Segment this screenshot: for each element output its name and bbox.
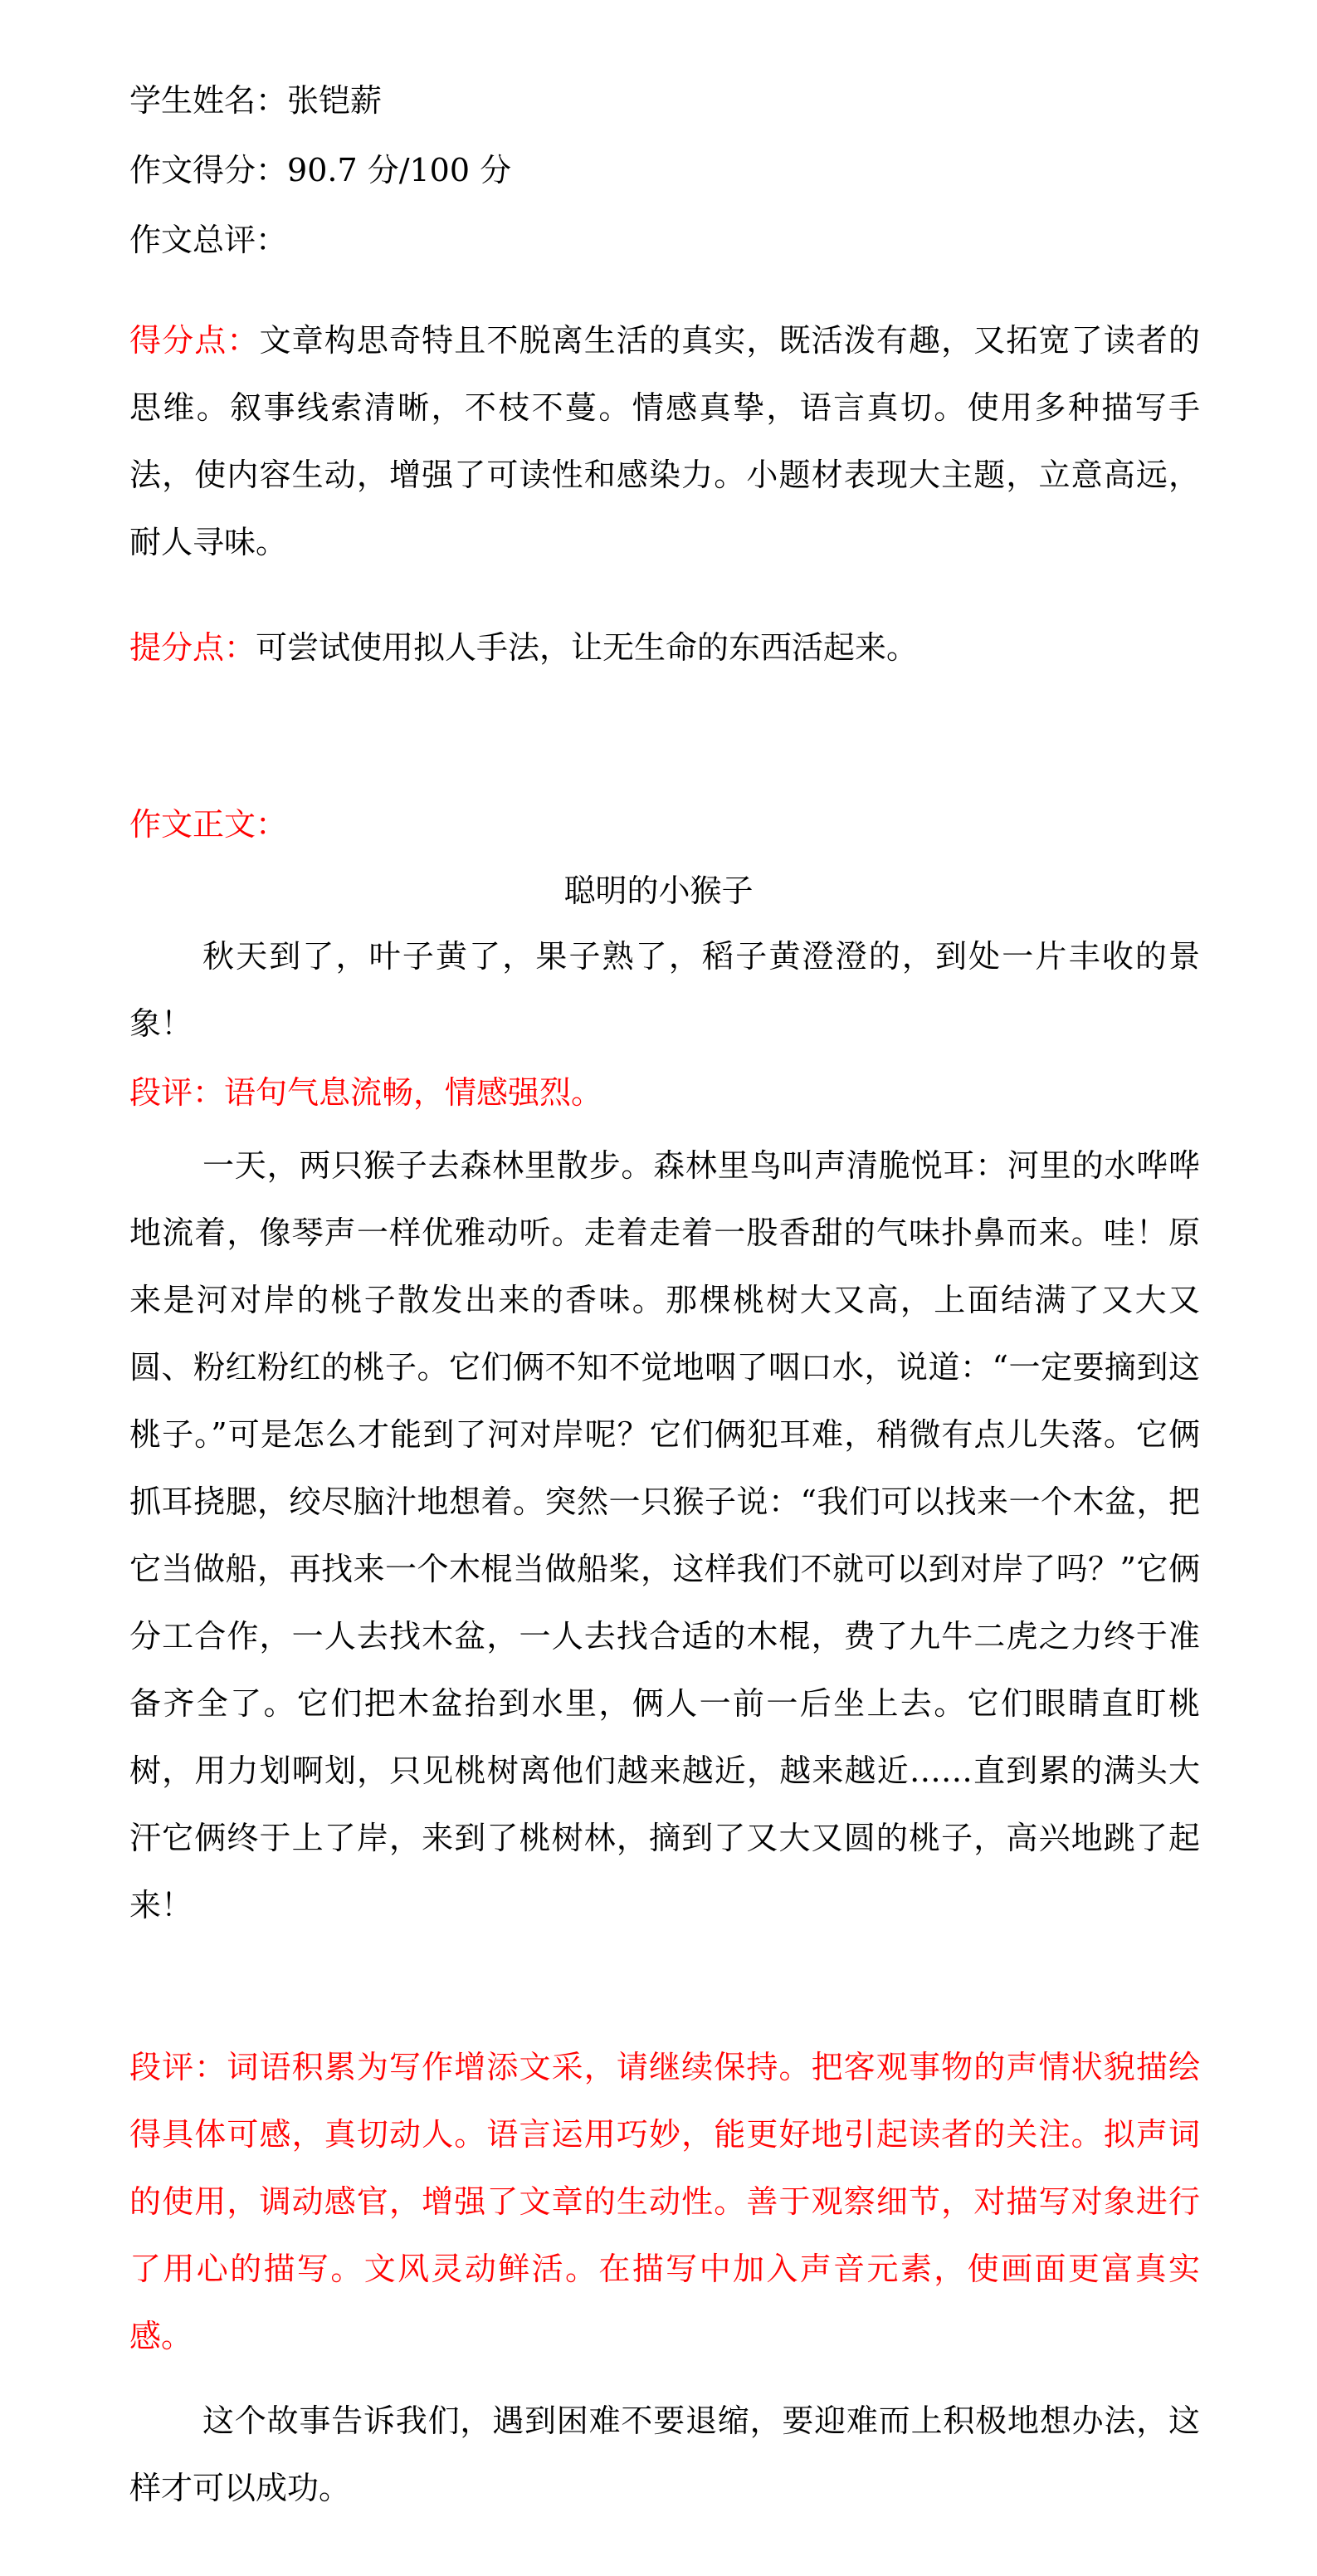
student-name-label: 学生姓名： — [129, 82, 288, 119]
paragraph-comment-2 — [129, 2034, 1200, 2370]
paragraph-comment-2-text: 词语积累为写作增添文采，请继续保持。把客观事物的声情状貌描绘得具体可感，真切动人。语言运用巧妙，能更好地引起读者的关注。拟声词的使用，调动感官，增强了文章的生动性。善于观察细节，对描写对象进行了用心的描写。文风灵动鲜活。在描写中加入声音元素，使画面更富真实感。 — [129, 2049, 1200, 2354]
paragraph-comment-2-label: 段评： — [129, 2049, 227, 2085]
essay-paragraph-1: 秋天到了，叶子黄了，果子熟了，稻子黄澄澄的，到处一片丰收的景象！ — [129, 938, 1200, 1042]
essay-score-label: 作文得分： — [129, 152, 288, 188]
essay-title: 聪明的小猴子 — [563, 873, 754, 909]
essay-score-line — [129, 149, 511, 191]
student-name-value: 张铠薪 — [287, 82, 383, 119]
student-name-line — [129, 80, 382, 121]
essay-body-label: 作文正文： — [129, 806, 288, 843]
paragraph-comment-1-label: 段评： — [129, 1074, 225, 1111]
strengths-text: 文章构思奇特且不脱离生活的真实，既活泼有趣，又拓宽了读者的思维。叙事线索清晰，不枝不蔓。情感真挚，语言真切。使用多种描写手法，使内容生动，增强了可读性和感染力。小题材表现大主题，立意高远，耐人寻味。 — [129, 322, 1200, 560]
essay-paragraph-2: 一天，两只猴子去森林里散步。森林里鸟叫声清脆悦耳：河里的水哗哗地流着，像琴声一样优雅动听。走着走着一股香甜的气味扑鼻而来。哇！原来是河对岸的桃子散发出来的香味。那棵桃树大又高，上面结满了又大又圆、粉红粉红的桃子。它们俩不知不觉地咽了咽口水，说道：“一定要摘到这桃子。”可是怎么才能到了河对岸呢？它们俩犯耳难，稍微有点儿失落。它俩抓耳挠腮，绞尽脑汁地想着。突然一只猴子说：“我们可以找来一个木盆，把它当做船，再找来一个木棍当做船桨，这样我们不就可以到对岸了吗？”它俩分工合作，一人去找木盆，一人去找合适的木棍，费了九牛二虎之力终于准备齐全了。它们把木盆抬到水里，俩人一前一后坐上去。它们眼睛直盯桃树，用力划啊划，只见桃树离他们越来越近，越来越近……直到累的满头大汗它俩终于上了岸，来到了桃树林，摘到了又大又圆的桃子，高兴地跳了起来！ — [129, 1147, 1200, 1923]
essay-body-heading — [129, 804, 287, 845]
improvements-label: 提分点： — [129, 629, 256, 666]
improvements-paragraph — [129, 614, 1200, 682]
overall-comment-label: 作文总评： — [129, 222, 288, 258]
strengths-paragraph — [129, 307, 1200, 576]
overall-comment-heading — [129, 219, 287, 261]
strengths-label: 得分点： — [129, 322, 260, 359]
paragraph-comment-1-text: 语句气息流畅，情感强烈。 — [224, 1074, 603, 1111]
paragraph-comment-1 — [129, 1059, 1200, 1127]
improvements-text: 可尝试使用拟人手法，让无生命的东西活起来。 — [256, 629, 919, 666]
essay-paragraph-3: 这个故事告诉我们，遇到困难不要退缩，要迎难而上积极地想办法，这样才可以成功。 — [129, 2402, 1200, 2506]
essay-score-value: 90.7 分/100 分 — [287, 152, 512, 188]
